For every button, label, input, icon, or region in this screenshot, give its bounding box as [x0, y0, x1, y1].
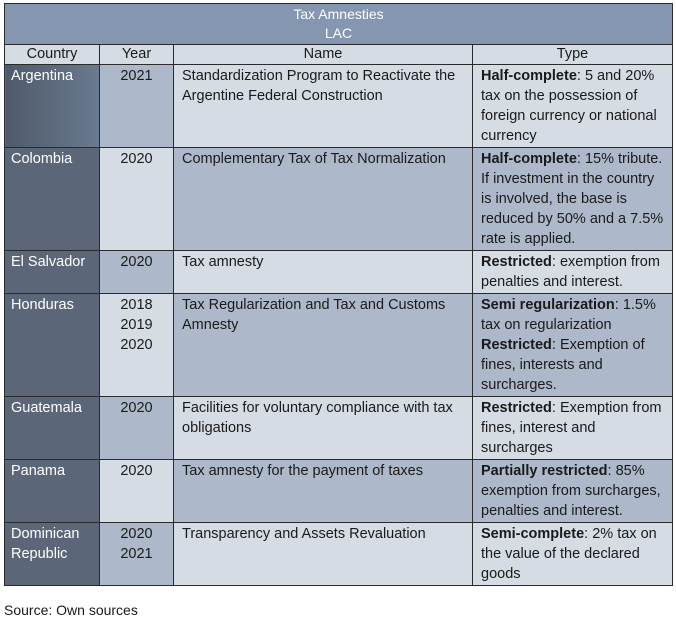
- year-value: 2020: [120, 337, 153, 353]
- type-label: Semi regularization: [481, 297, 615, 313]
- year-value: 2020: [120, 526, 153, 542]
- year-cell: [100, 523, 174, 586]
- year-value: 2020: [120, 254, 153, 270]
- type-label: Restricted: [481, 254, 552, 270]
- type-entry: [481, 252, 664, 292]
- year-value: 2021: [120, 68, 153, 84]
- header-year: Year: [100, 45, 174, 65]
- year-cell: [100, 397, 174, 460]
- type-entry: [481, 295, 664, 335]
- table-row: [5, 523, 673, 586]
- source-note: Source: Own sources: [4, 602, 138, 618]
- type-cell: [473, 460, 673, 523]
- table-row: [5, 397, 673, 460]
- year-value: 2020: [120, 400, 153, 416]
- type-text: : Exemption from fines, interest and surcharges: [481, 400, 662, 456]
- year-cell: [100, 251, 174, 294]
- name-cell: Standardization Program to Reactivate the Argentine Federal Construction: [174, 65, 473, 148]
- type-text: : Exemption of fines, interests and surcharges.: [481, 337, 645, 393]
- type-text: : 2% tax on the value of the declared goods: [481, 526, 657, 582]
- table-row: [5, 460, 673, 523]
- tax-amnesties-table: [4, 3, 673, 586]
- country-cell: Guatemala: [5, 397, 100, 460]
- table-title-cell: [5, 4, 673, 45]
- year-cell: [100, 148, 174, 251]
- type-entry: [481, 149, 664, 249]
- table-subtitle: LAC: [324, 25, 353, 41]
- type-label: Partially restricted: [481, 463, 608, 479]
- country-cell: Colombia: [5, 148, 100, 251]
- type-text: : 5 and 20% tax on the possession of foreign currency or national currency: [481, 68, 657, 144]
- type-text: : 85% exemption from surcharges, penalties and interest.: [481, 463, 661, 519]
- type-text: : exemption from penalties and interest.: [481, 254, 660, 290]
- name-cell: Tax Regularization and Tax and Customs Amnesty: [174, 294, 473, 397]
- type-entry: [481, 335, 664, 395]
- name-cell: Transparency and Assets Revaluation: [174, 523, 473, 586]
- type-label: Restricted: [481, 337, 552, 353]
- country-cell: Honduras: [5, 294, 100, 397]
- year-value: 2020: [120, 151, 153, 167]
- name-cell: Facilities for voluntary compliance with tax obligations: [174, 397, 473, 460]
- name-cell: Complementary Tax of Tax Normalization: [174, 148, 473, 251]
- type-text: : 1.5% tax on regularization: [481, 297, 656, 333]
- country-cell: Dominican Republic: [5, 523, 100, 586]
- year-cell: [100, 294, 174, 397]
- type-label: Half-complete: [481, 68, 577, 84]
- type-cell: [473, 523, 673, 586]
- table-row: [5, 65, 673, 148]
- header-name: Name: [174, 45, 473, 65]
- table-body: [5, 65, 673, 586]
- year-value: 2018: [120, 297, 153, 313]
- type-text: : 15% tribute. If investment in the country is involved, the base is reduced by 50% and a 7.5% rate is applied.: [481, 151, 664, 247]
- type-entry: [481, 398, 664, 458]
- year-value: 2019: [120, 317, 153, 333]
- type-entry: [481, 461, 664, 521]
- header-type: Type: [473, 45, 673, 65]
- type-entry: [481, 524, 664, 584]
- country-cell: Panama: [5, 460, 100, 523]
- type-label: Semi-complete: [481, 526, 585, 542]
- type-cell: [473, 294, 673, 397]
- year-cell: [100, 460, 174, 523]
- type-cell: [473, 65, 673, 148]
- table-title: Tax Amnesties: [293, 6, 384, 22]
- country-cell: El Salvador: [5, 251, 100, 294]
- country-cell: Argentina: [5, 65, 100, 148]
- table-row: [5, 294, 673, 397]
- type-entry: [481, 66, 664, 146]
- year-cell: [100, 65, 174, 148]
- type-cell: [473, 148, 673, 251]
- table-row: [5, 148, 673, 251]
- type-label: Half-complete: [481, 151, 577, 167]
- type-cell: [473, 397, 673, 460]
- header-country: Country: [5, 45, 100, 65]
- tax-amnesties-table-container: [4, 3, 672, 586]
- year-value: 2021: [120, 546, 153, 562]
- name-cell: Tax amnesty: [174, 251, 473, 294]
- name-cell: Tax amnesty for the payment of taxes: [174, 460, 473, 523]
- year-value: 2020: [120, 463, 153, 479]
- type-cell: [473, 251, 673, 294]
- type-label: Restricted: [481, 400, 552, 416]
- table-row: [5, 251, 673, 294]
